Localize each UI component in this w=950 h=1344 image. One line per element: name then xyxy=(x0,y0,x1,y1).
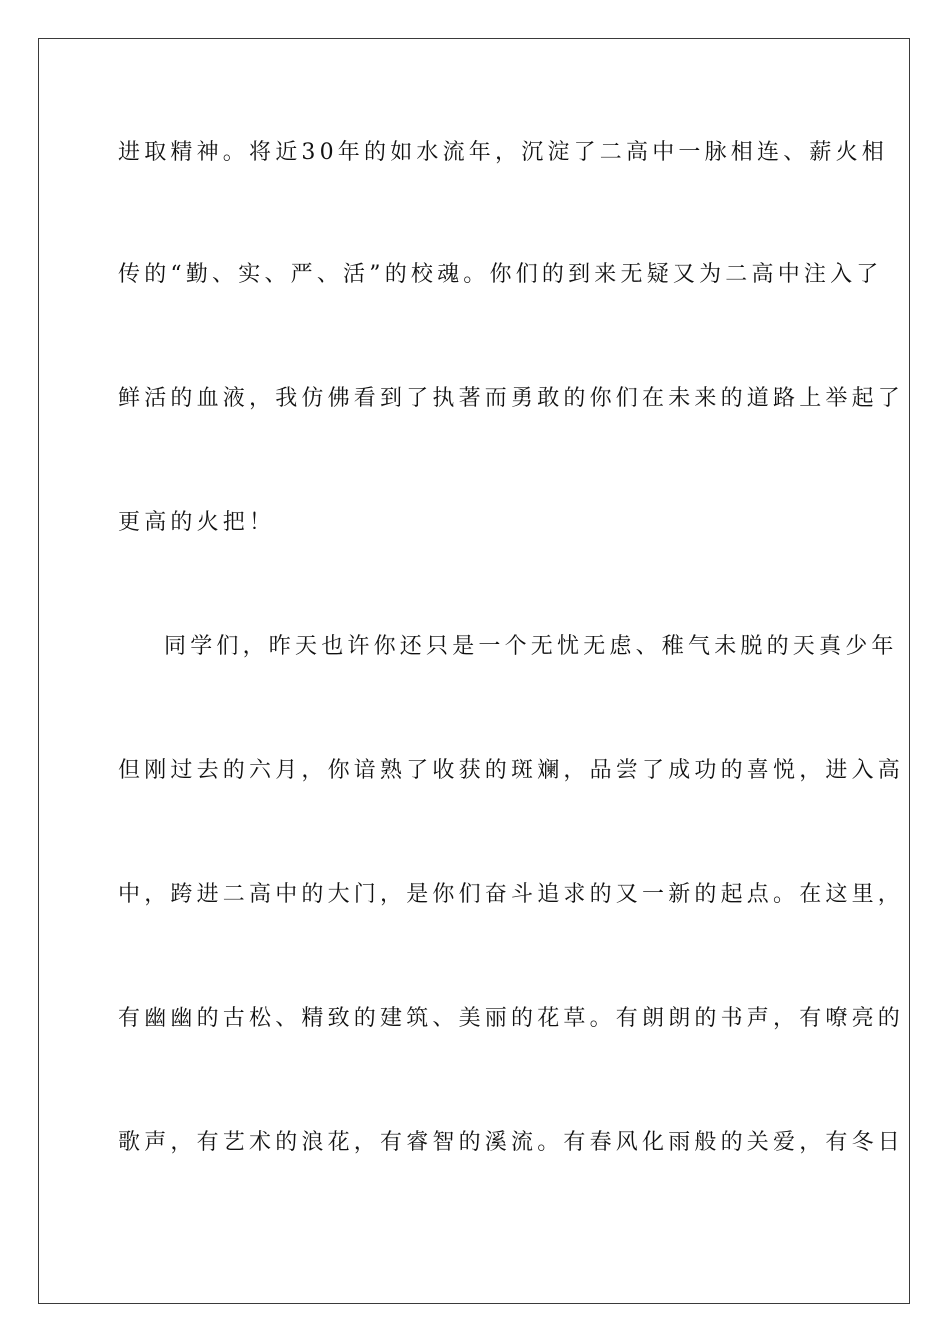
text-line-3: 鲜活的血液，我仿佛看到了执著而勇敢的你们在未来的道路上举起了 xyxy=(118,386,905,411)
paragraph-start-line: 同学们，昨天也许你还只是一个无忧无虑、稚气未脱的天真少年 xyxy=(164,634,898,659)
text-line-9: 歌声，有艺术的浪花，有睿智的溪流。有春风化雨般的关爱，有冬日 xyxy=(118,1130,905,1155)
text-line-4: 更高的火把！ xyxy=(118,510,276,535)
text-line-1: 进取精神。将近30年的如水流年，沉淀了二高中一脉相连、薪火相 xyxy=(118,140,888,165)
text-line-2: 传的“勤、实、严、活”的校魂。你们的到来无疑又为二高中注入了 xyxy=(118,262,883,287)
text-line-7: 中，跨进二高中的大门，是你们奋斗追求的又一新的起点。在这里， xyxy=(118,882,905,907)
page-border xyxy=(38,38,910,1304)
text-line-8: 有幽幽的古松、精致的建筑、美丽的花草。有朗朗的书声，有嘹亮的 xyxy=(118,1006,905,1031)
text-line-6: 但刚过去的六月，你谙熟了收获的斑斓，品尝了成功的喜悦，进入高 xyxy=(118,758,905,783)
